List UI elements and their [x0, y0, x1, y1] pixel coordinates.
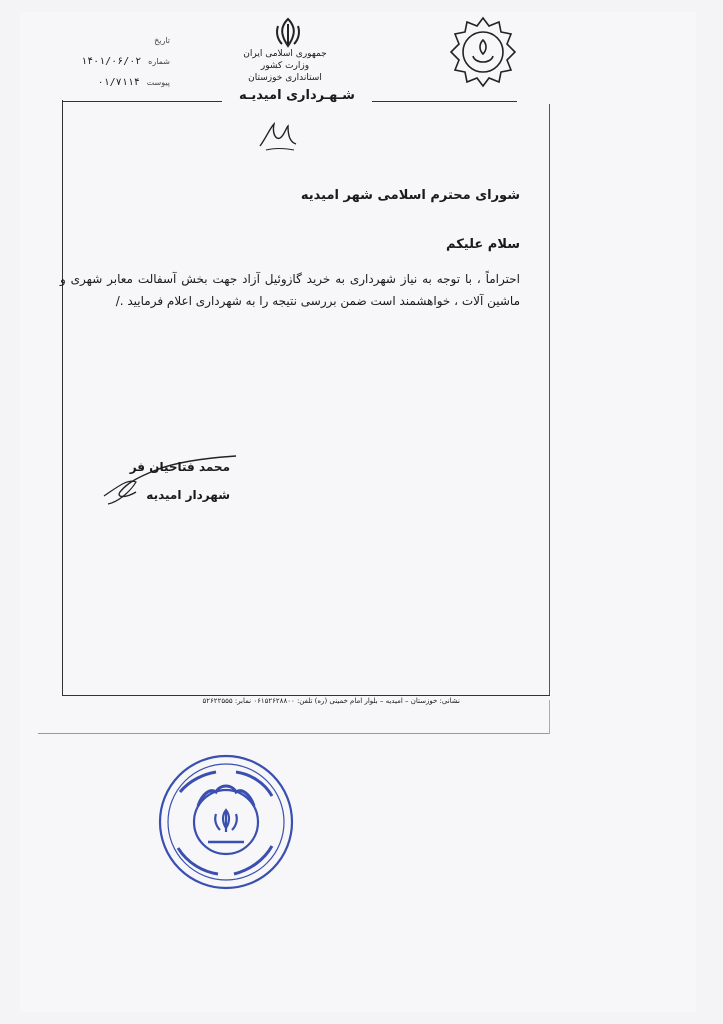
header-rule-right: [372, 101, 517, 102]
handwritten-signature-icon: [96, 448, 256, 518]
signer-name: محمد فتاحیان فر: [129, 460, 230, 474]
municipality-logo-icon: [443, 12, 523, 92]
meta-attachment-value: ۰۱/۷۱۱۴: [97, 77, 140, 88]
footer-address: نشانی: خوزستان – امیدیه – بلوار امام خمینی (ره) تلفن: ۰۶۱۵۲۶۲۸۸۰۰ نمابر: ۵۲۶۲۲۵۵۵: [202, 697, 460, 705]
gov-line-ministry: وزارت کشور: [260, 61, 310, 71]
letter-meta: [60, 30, 170, 93]
meta-date-label: تاریخ: [154, 36, 170, 45]
frame-left-border: [62, 100, 63, 696]
government-header: [225, 48, 345, 84]
iran-emblem-icon: [271, 16, 305, 50]
municipality-title: شـهـرداری امیدیـه: [239, 88, 355, 103]
letter-salutation: شورای محترم اسلامی شهر امیدیه: [300, 188, 520, 203]
header-rule-left: [62, 101, 222, 102]
meta-attachment-label: پیوست: [146, 78, 170, 87]
meta-number-value: ۱۴۰۱/۰۶/۰۲: [81, 56, 142, 67]
gov-line-province: استانداری خوزستان: [248, 73, 322, 83]
meta-number-label: شماره: [148, 57, 170, 66]
frame-bottom-border: [62, 695, 550, 696]
council-stamp-icon: [156, 752, 296, 892]
meta-number: [60, 51, 170, 72]
outer-bottom-rule: [38, 733, 550, 734]
meta-attachment: [60, 72, 170, 93]
frame-right-border: [549, 104, 550, 696]
meta-date: [60, 30, 170, 51]
outer-right-rule: [549, 700, 550, 734]
letter-body: احتراماً ، با توجه به نیاز شهرداری به خرید گازوئیل آزاد جهت بخش آسفالت معابر شهری و ماشین آلات ، خواهشمند است ضمن بررسی نتیجه را به شهرداری اعلام فرمایید ./: [60, 272, 520, 308]
signer-title: شهردار امیدیه: [146, 488, 230, 502]
initial-scribble-icon: [256, 118, 300, 154]
letter-greeting: سلام علیکم: [446, 237, 520, 252]
gov-line-republic: جمهوری اسلامی ایران: [243, 49, 327, 59]
